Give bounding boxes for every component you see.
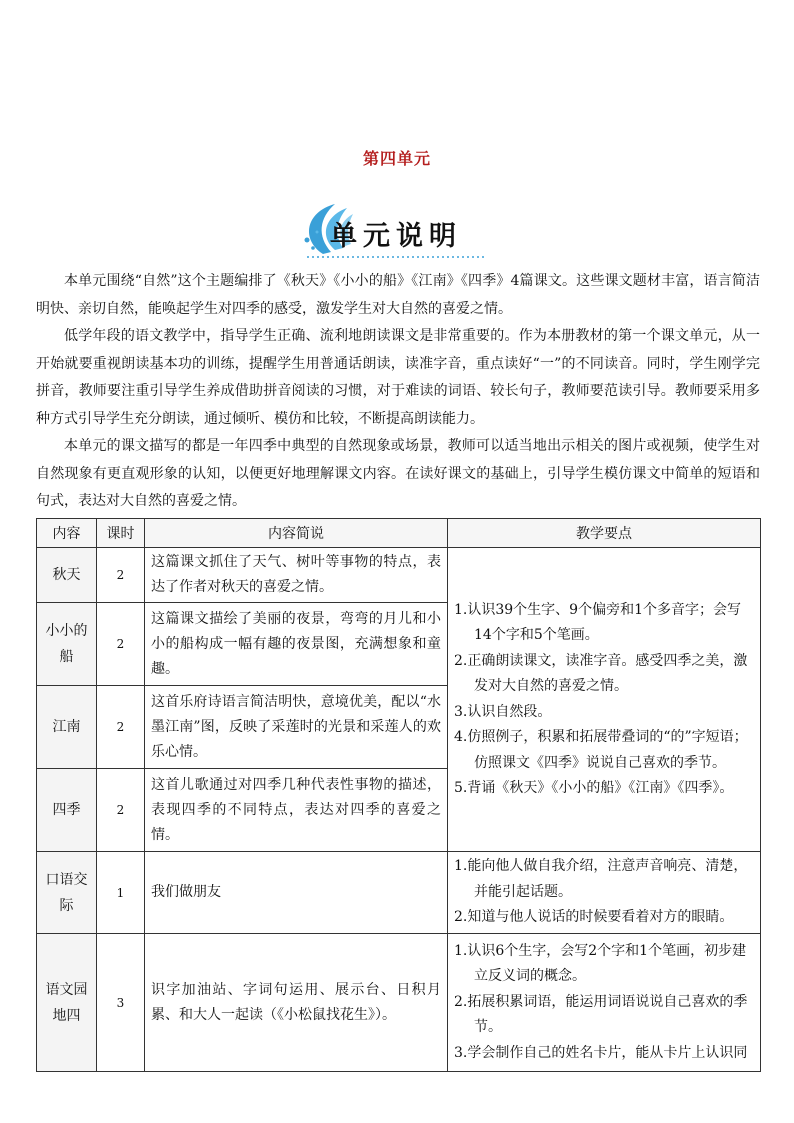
table-row xyxy=(37,548,761,603)
lesson-name: 口语交际 xyxy=(37,852,97,934)
unit-title: 第四单元 xyxy=(362,149,431,168)
lesson-name: 秋天 xyxy=(37,548,97,603)
lesson-summary: 这篇课文抓住了天气、树叶等事物的特点，表达了作者对秋天的喜爱之情。 xyxy=(145,548,448,603)
intro-text xyxy=(36,268,760,516)
lesson-name: 小小的船 xyxy=(37,603,97,686)
point-item: 1.能向他人做自我介绍，注意声音响亮、清楚，并能引起话题。 xyxy=(454,858,748,900)
table-row xyxy=(37,852,761,934)
intro-paragraph: 低学年段的语文教学中，指导学生正确、流利地朗读课文是非常重要的。作为本册教材的第一个课文单元，从一开始就要重视朗读基本功的训练，提醒学生用普通话朗读，读准字音，重点读好“一”的不同读音。同时，学生刚学完拼音，教师要注重引导学生养成借助拼音阅读的习惯，对于难读的词语、较长句子，教师要范读引导。教师要采用多种方式引导学生充分朗读，通过倾听、模仿和比较，不断提高朗读能力。 xyxy=(36,328,760,427)
banner-title: 单元说明 xyxy=(330,221,462,252)
header-summary: 内容简说 xyxy=(145,519,448,548)
lesson-hours: 2 xyxy=(97,769,145,852)
lesson-hours: 1 xyxy=(97,852,145,934)
lesson-name: 四季 xyxy=(37,769,97,852)
lesson-points xyxy=(448,548,761,852)
lesson-summary: 这篇课文描绘了美丽的夜景，弯弯的月儿和小小的船构成一幅有趣的夜景图，充满想象和童趣。 xyxy=(145,603,448,686)
lesson-name: 语文园地四 xyxy=(37,934,97,1072)
point-item: 2.拓展积累词语，能运用词语说说自己喜欢的季节。 xyxy=(454,993,748,1036)
point-item: 4.仿照例子，积累和拓展带叠词的“的”字短语；仿照课文《四季》说说自己喜欢的季节。 xyxy=(454,729,748,771)
header-hours: 课时 xyxy=(97,519,145,548)
lesson-name: 江南 xyxy=(37,686,97,769)
oral-points xyxy=(448,852,761,934)
header-content: 内容 xyxy=(37,519,97,548)
table-header-row xyxy=(37,519,761,548)
teaching-plan-table xyxy=(36,518,761,1072)
point-item: 1.认识6个生字，会写2个字和1个笔画，初步建立反义词的概念。 xyxy=(454,942,747,985)
header-points: 教学要点 xyxy=(448,519,761,548)
lesson-summary: 我们做朋友 xyxy=(145,852,448,934)
lesson-summary: 识字加油站、字词句运用、展示台、日积月累、和大人一起读（《小松鼠找花生》）。 xyxy=(145,934,448,1072)
point-item: 2.知道与他人说话的时候要看着对方的眼睛。 xyxy=(454,909,734,926)
point-item: 1.认识39个生字、9个偏旁和1个多音字；会写14个字和5个笔画。 xyxy=(454,601,741,643)
lesson-hours: 2 xyxy=(97,686,145,769)
point-item: 3.学会制作自己的姓名卡片，能从卡片上认识同 xyxy=(454,1044,748,1061)
lesson-hours: 2 xyxy=(97,603,145,686)
intro-paragraph: 本单元的课文描写的都是一年四季中典型的自然现象或场景，教师可以适当地出示相关的图片或视频，使学生对自然现象有更直观形象的认知，以便更好地理解课文内容。在读好课文的基础上，引导学生模仿课文中简单的短语和句式，表达对大自然的喜爱之情。 xyxy=(36,438,760,509)
point-item: 3.认识自然段。 xyxy=(454,703,552,720)
point-item: 2.正确朗读课文，读准字音。感受四季之美，激发对大自然的喜爱之情。 xyxy=(454,652,748,694)
intro-paragraph: 本单元围绕“自然”这个主题编排了《秋天》《小小的船》《江南》《四季》4篇课文。这些课文题材丰富，语言简洁明快、亲切自然，能唤起学生对四季的感受，激发学生对大自然的喜爱之情。 xyxy=(36,273,760,317)
point-item: 5.背诵《秋天》《小小的船》《江南》《四季》。 xyxy=(454,780,734,796)
lesson-hours: 2 xyxy=(97,548,145,603)
garden-points xyxy=(448,934,761,1072)
lesson-hours: 3 xyxy=(97,934,145,1072)
lesson-summary: 这首儿歌通过对四季几种代表性事物的描述，表现四季的不同特点，表达对四季的喜爱之情。 xyxy=(145,769,448,852)
table-row xyxy=(37,934,761,1072)
lesson-summary: 这首乐府诗语言简洁明快，意境优美，配以“水墨江南”图，反映了采莲时的光景和采莲人的欢乐心情。 xyxy=(145,686,448,769)
